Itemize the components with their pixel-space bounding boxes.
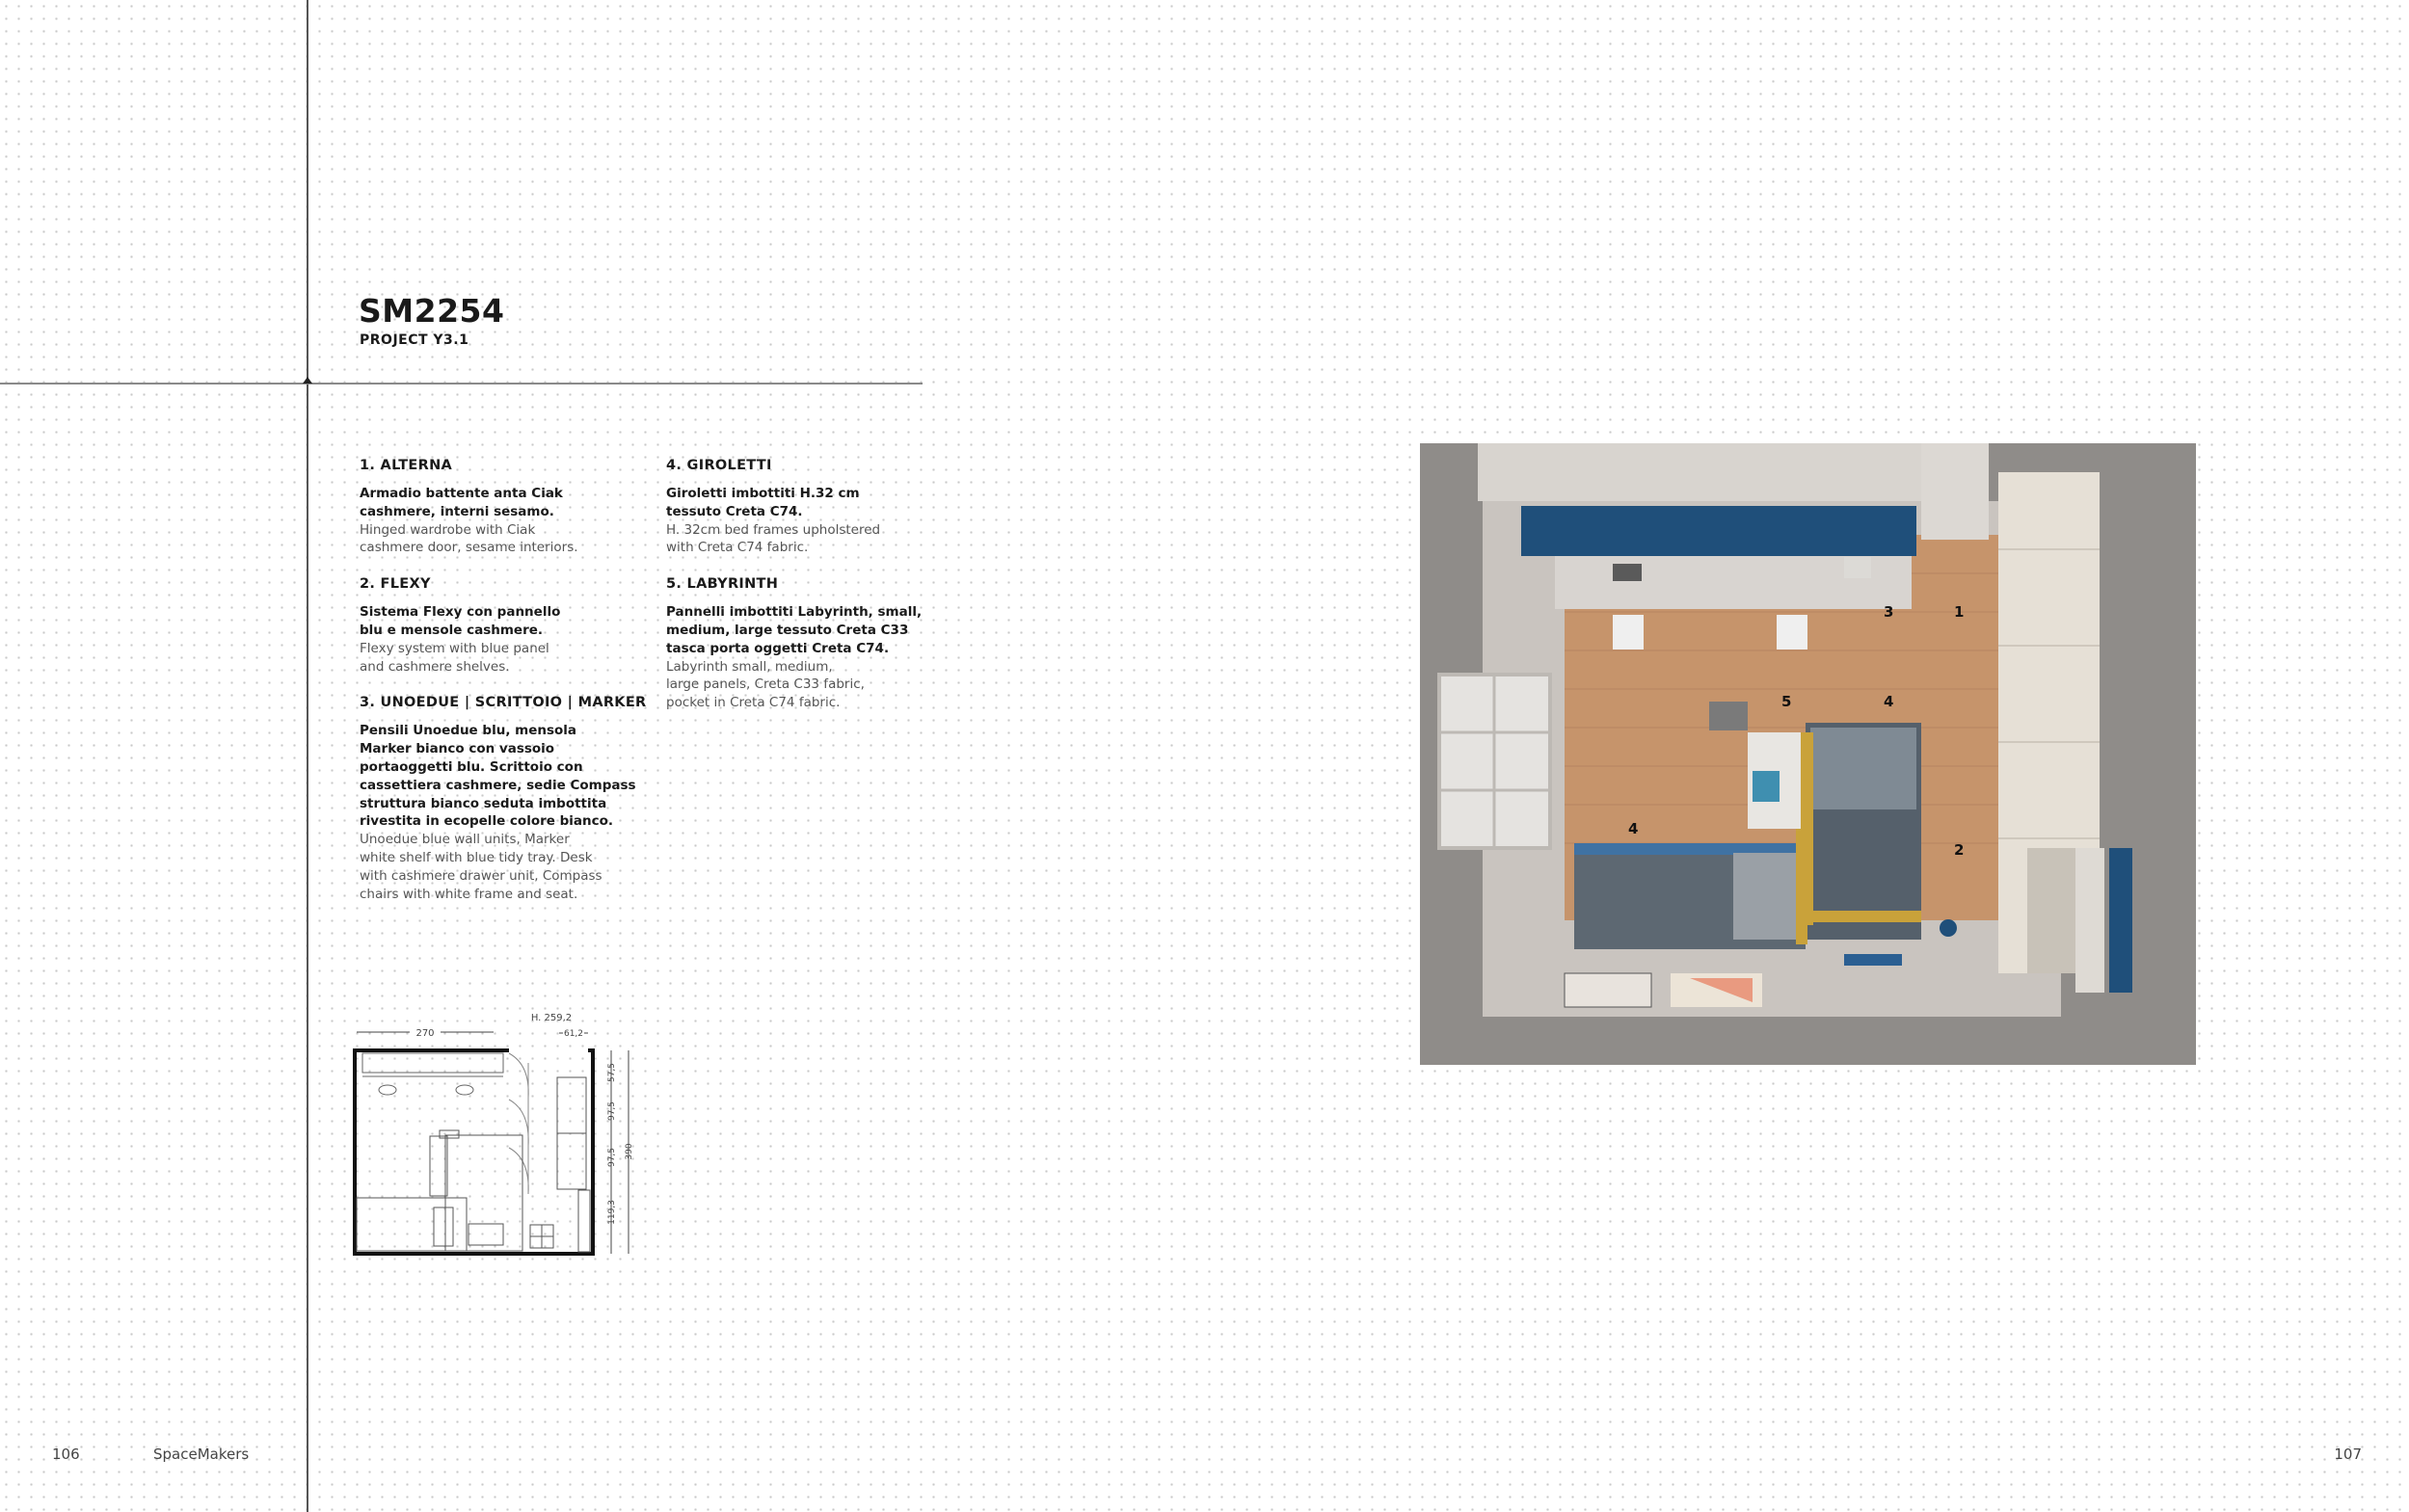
photo-marker: 1: [1954, 603, 1965, 621]
item-text-english: Unoedue blue wall units, Marker white shelf with blue tidy tray. Desk with cashmere drawer unit, Compass chairs with white frame and seat.: [360, 832, 602, 902]
project-code: SM2254: [359, 292, 505, 330]
item-text-italian: Sistema Flexy con pannello blu e mensole cashmere.: [360, 604, 561, 638]
floor-plan-drawing: [349, 1005, 638, 1265]
page-number-right: 107: [2334, 1446, 2362, 1463]
photo-marker: 3: [1884, 603, 1894, 621]
room-render-image: [1420, 443, 2196, 1065]
item-text-english: Flexy system with blue panel and cashmere shelves.: [360, 640, 549, 675]
plan-width-label: 270: [415, 1028, 435, 1039]
plan-side-label: 97,5: [607, 1101, 617, 1122]
description-column-left: [360, 457, 649, 921]
item-heading: 3. UNOEDUE | SCRITTOIO | MARKER: [360, 695, 647, 711]
page-number-left: 106: [52, 1446, 80, 1463]
plan-depth-label: 61,2: [563, 1029, 584, 1039]
plan-total-label: 390: [625, 1143, 634, 1160]
horizontal-rule: [0, 383, 923, 385]
item-text-english: H. 32cm bed frames upholstered with Creta C74 fabric.: [666, 521, 881, 556]
item-text-italian: Pensili Unoedue blu, mensola Marker bianco con vassoio portaoggetti blu. Scrittoio con cassettiera cashmere, sedie Compass struttura bianco seduta imbottita rivestita in ecopelle colore bianco.: [360, 723, 636, 830]
plan-height-label: H. 259,2: [530, 1013, 573, 1023]
item-text-italian: Pannelli imbottiti Labyrinth, small, medium, large tessuto Creta C33 tasca porta oggetti Creta C74.: [666, 604, 923, 656]
item-heading: 5. LABYRINTH: [666, 576, 779, 593]
plan-side-label: 119,3: [607, 1200, 617, 1225]
item-text-italian: Armadio battente anta Ciak cashmere, interni sesamo.: [360, 486, 563, 519]
item-heading: 4. GIROLETTI: [666, 458, 772, 473]
item-alterna: [360, 457, 649, 557]
plan-side-label: 97,5: [607, 1147, 617, 1168]
item-flexy: [360, 575, 649, 676]
item-unoedue: [360, 694, 649, 903]
item-text-english: Hinged wardrobe with Ciak cashmere door, sesame interiors.: [360, 521, 578, 556]
item-text-italian: Giroletti imbottiti H.32 cm tessuto Creta C74.: [666, 486, 860, 519]
vertical-rule: [307, 0, 308, 1512]
photo-marker: 4: [1628, 820, 1639, 837]
item-labyrinth: [666, 575, 955, 712]
photo-marker: 5: [1781, 693, 1792, 710]
photo-marker: 2: [1954, 841, 1965, 859]
rule-tick-mark: [303, 377, 312, 384]
photo-marker: 4: [1884, 693, 1894, 710]
item-giroletti: [666, 457, 955, 557]
item-heading: 2. FLEXY: [360, 576, 431, 593]
project-name: PROJECT Y3.1: [360, 332, 469, 348]
description-column-right: [666, 457, 955, 730]
item-text-english: Labyrinth small, medium, large panels, Creta C33 fabric, pocket in Creta C74 fabric.: [666, 658, 865, 711]
plan-side-label: 57,5: [607, 1062, 617, 1083]
brand-name: SpaceMakers: [153, 1446, 250, 1463]
item-heading: 1. ALTERNA: [360, 458, 453, 473]
